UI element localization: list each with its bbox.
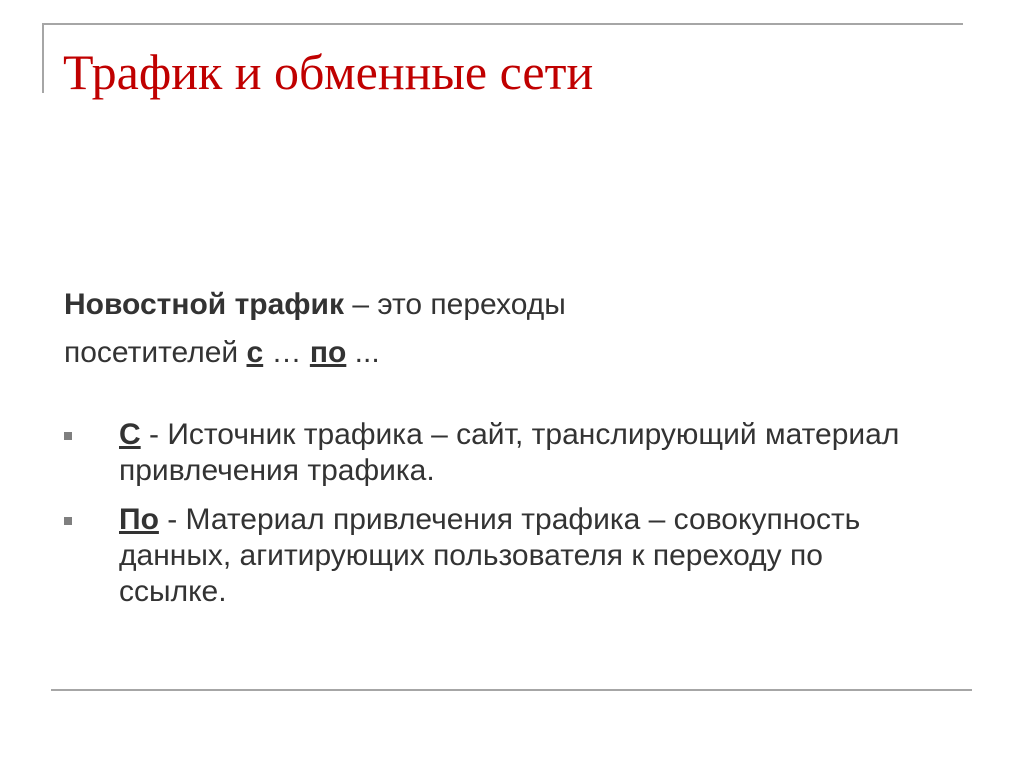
square-bullet-icon	[64, 432, 72, 440]
intro-text-1: – это переходы	[343, 288, 566, 321]
intro-text-2: посетителей	[64, 336, 247, 369]
bullet-text: - Источник трафика – сайт, транслирующий материал привлечения трафика.	[119, 418, 900, 487]
bullet-key: По	[119, 503, 159, 536]
bullet-list	[64, 417, 964, 610]
bottom-rule	[51, 689, 972, 691]
intro-ellipsis: …	[263, 336, 310, 369]
intro-to: по	[309, 336, 347, 369]
bullet-key: С	[119, 418, 141, 451]
intro-term: Новостной трафик	[64, 288, 344, 321]
square-bullet-icon	[64, 517, 72, 525]
intro-tail: ...	[346, 336, 380, 369]
top-rule	[42, 23, 963, 25]
intro-from: с	[246, 336, 264, 369]
slide-body	[64, 281, 964, 623]
intro-paragraph	[64, 281, 964, 377]
slide-title: Трафик и обменные сети	[63, 44, 594, 100]
list-item	[64, 502, 919, 610]
left-rule	[42, 23, 44, 93]
bullet-text: - Материал привлечения трафика – совокупность данных, агитирующих пользователя к переходу по ссылке.	[119, 503, 861, 608]
list-item	[64, 417, 919, 489]
